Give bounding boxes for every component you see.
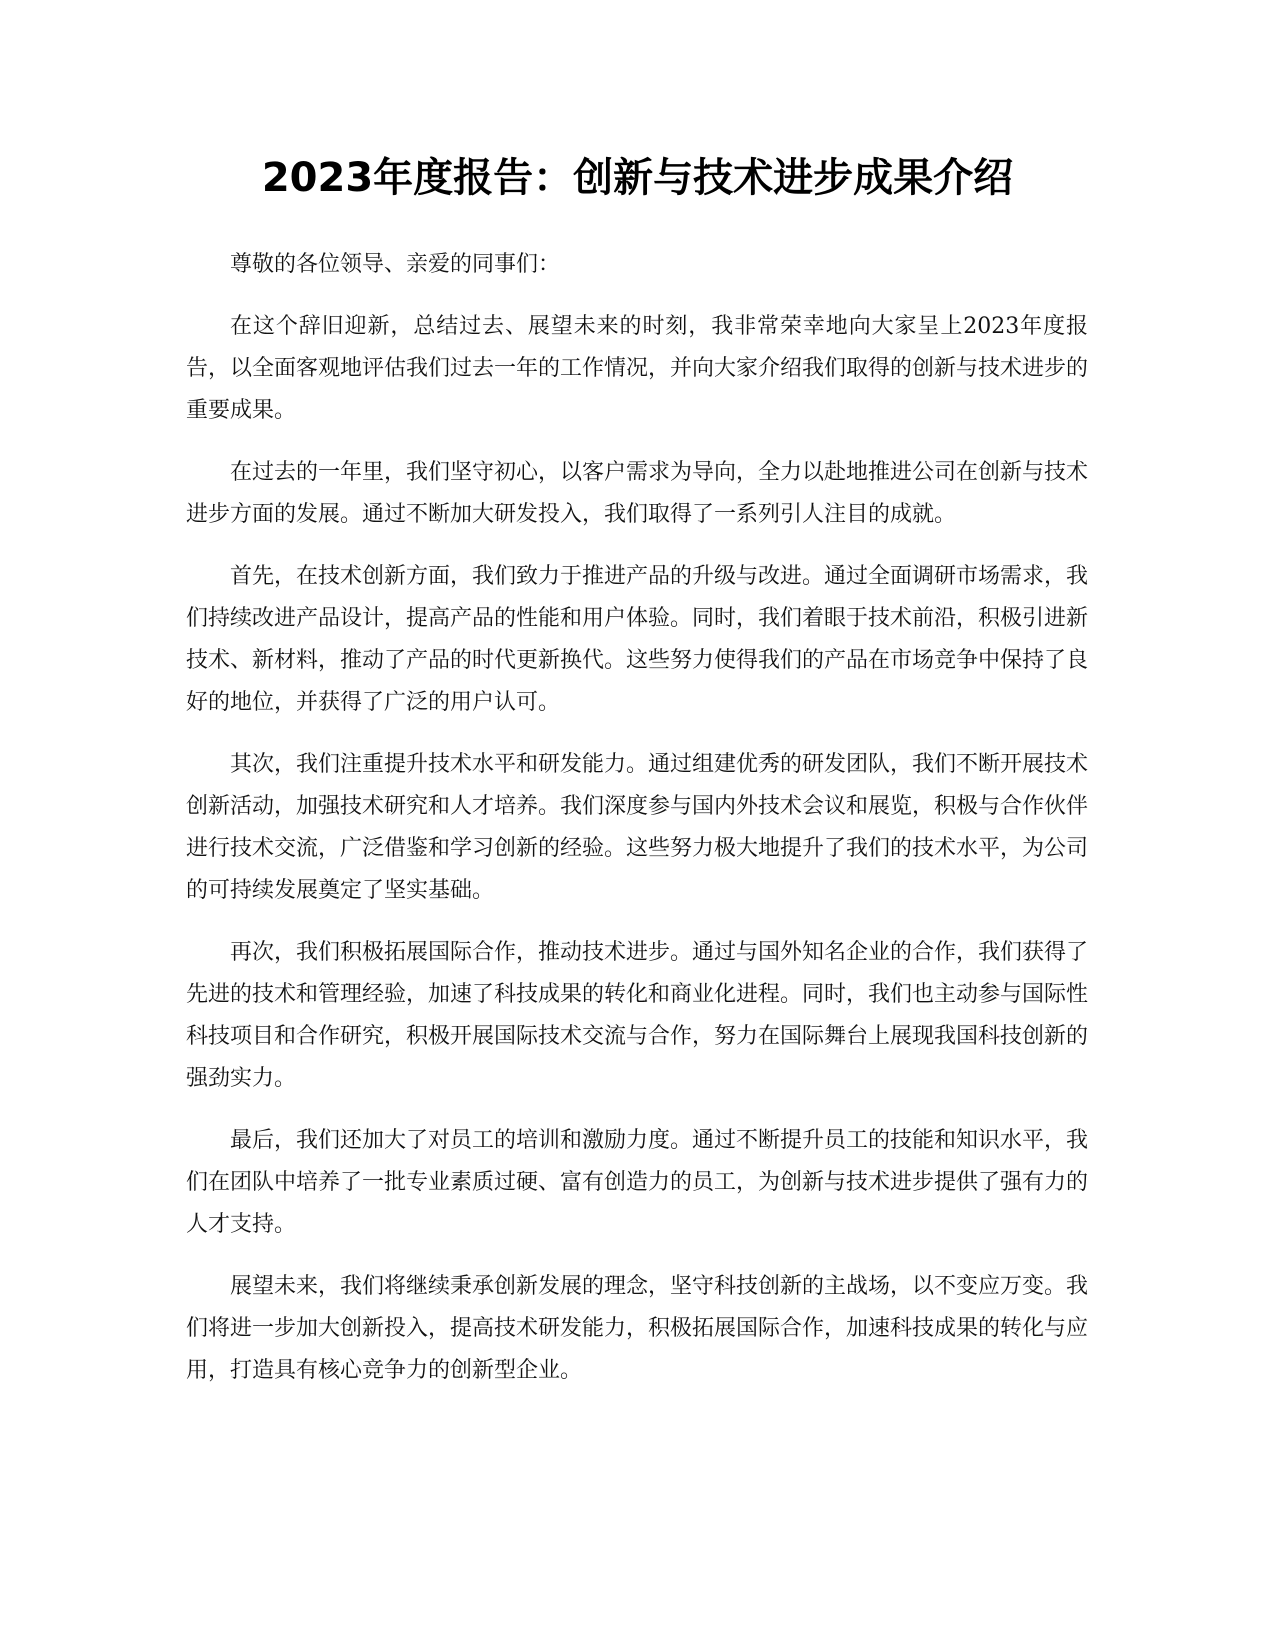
document-title: 2023年度报告：创新与技术进步成果介绍 <box>261 155 1014 201</box>
paragraph-intro: 在这个辞旧迎新，总结过去、展望未来的时刻，我非常荣幸地向大家呈上2023年度报告，以全面客观地评估我们过去一年的工作情况，并向大家介绍我们取得的创新与技术进步的重要成果。 <box>186 314 1089 423</box>
paragraph-outlook: 展望未来，我们将继续秉承创新发展的理念，坚守科技创新的主战场，以不变应万变。我们将进一步加大创新投入，提高技术研发能力，积极拓展国际合作，加速科技成果的转化与应用，打造具有核心竞争力的创新型企业。 <box>186 1274 1089 1383</box>
paragraph-rd-capability: 其次，我们注重提升技术水平和研发能力。通过组建优秀的研发团队，我们不断开展技术创新活动，加强技术研究和人才培养。我们深度参与国内外技术会议和展览，积极与合作伙伴进行技术交流，广泛借鉴和学习创新的经验。这些努力极大地提升了我们的技术水平，为公司的可持续发展奠定了坚实基础。 <box>186 752 1089 903</box>
paragraph-greeting: 尊敬的各位领导、亲爱的同事们： <box>230 252 561 277</box>
document-body <box>186 244 1088 1412</box>
paragraph-staff-training: 最后，我们还加大了对员工的培训和激励力度。通过不断提升员工的技能和知识水平，我们在团队中培养了一批专业素质过硬、富有创造力的员工，为创新与技术进步提供了强有力的人才支持。 <box>186 1128 1089 1237</box>
paragraph-overview: 在过去的一年里，我们坚守初心，以客户需求为导向，全力以赴地推进公司在创新与技术进步方面的发展。通过不断加大研发投入，我们取得了一系列引人注目的成就。 <box>186 460 1089 527</box>
paragraph-tech-innovation: 首先，在技术创新方面，我们致力于推进产品的升级与改进。通过全面调研市场需求，我们持续改进产品设计，提高产品的性能和用户体验。同时，我们着眼于技术前沿，积极引进新技术、新材料，推动了产品的时代更新换代。这些努力使得我们的产品在市场竞争中保持了良好的地位，并获得了广泛的用户认可。 <box>186 564 1089 715</box>
paragraph-international-cooperation: 再次，我们积极拓展国际合作，推动技术进步。通过与国外知名企业的合作，我们获得了先进的技术和管理经验，加速了科技成果的转化和商业化进程。同时，我们也主动参与国际性科技项目和合作研究，积极开展国际技术交流与合作，努力在国际舞台上展现我国科技创新的强劲实力。 <box>186 940 1089 1091</box>
